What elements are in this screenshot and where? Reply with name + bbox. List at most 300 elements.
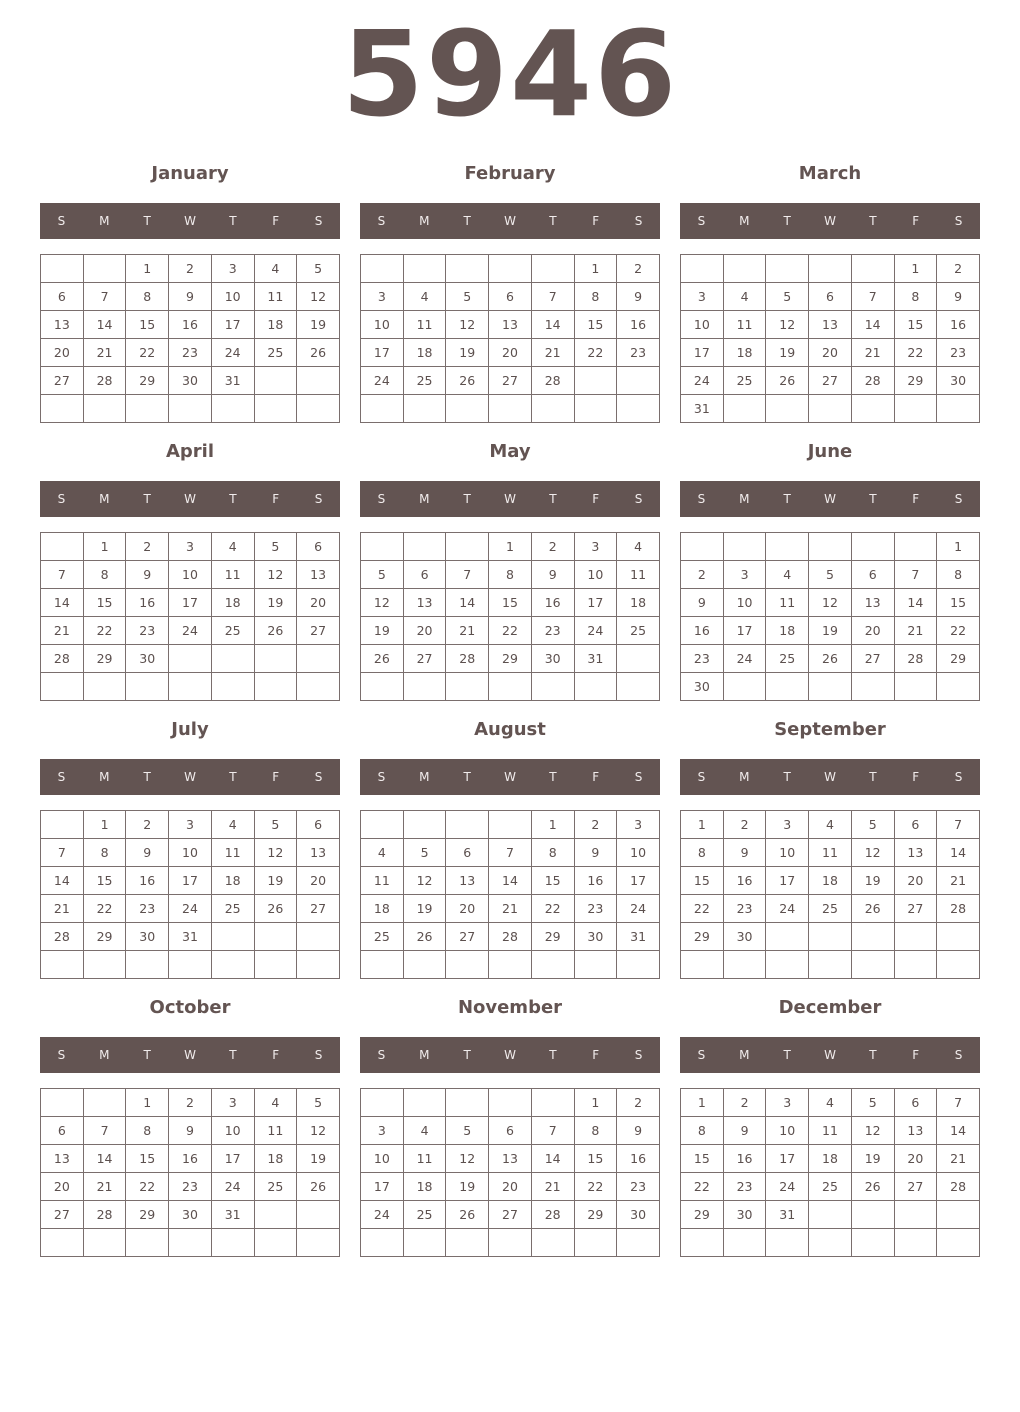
day-cell: 27 — [851, 645, 894, 673]
weekday-label: T — [229, 1048, 237, 1062]
day-cell: 3 — [723, 561, 766, 589]
day-cell — [574, 395, 617, 423]
day-cell: 10 — [617, 839, 660, 867]
day-cell: 16 — [126, 867, 169, 895]
day-cell: 27 — [297, 617, 340, 645]
day-cell: 19 — [361, 617, 404, 645]
day-cell: 29 — [489, 645, 532, 673]
day-cell: 3 — [681, 283, 724, 311]
day-cell — [574, 1229, 617, 1257]
month-title: July — [171, 719, 209, 740]
day-cell: 9 — [169, 1117, 212, 1145]
day-cell: 8 — [489, 561, 532, 589]
day-cell: 19 — [446, 339, 489, 367]
week-row — [41, 1117, 340, 1145]
day-cell — [361, 395, 404, 423]
day-cell: 19 — [254, 867, 297, 895]
day-cell — [489, 395, 532, 423]
day-cell: 8 — [83, 561, 126, 589]
day-cell — [83, 673, 126, 701]
day-cell: 5 — [254, 533, 297, 561]
day-cell: 26 — [851, 1173, 894, 1201]
day-cell: 3 — [169, 533, 212, 561]
weekday-label: S — [377, 1048, 386, 1062]
day-cell: 1 — [126, 255, 169, 283]
day-cell: 1 — [126, 1089, 169, 1117]
day-cell: 22 — [574, 339, 617, 367]
week-row — [681, 839, 980, 867]
day-grid — [360, 532, 660, 701]
weekday-header — [680, 759, 980, 795]
day-cell: 31 — [766, 1201, 809, 1229]
day-cell: 10 — [766, 839, 809, 867]
day-cell — [937, 951, 980, 979]
day-cell — [617, 367, 660, 395]
day-cell: 19 — [766, 339, 809, 367]
weekday-label: M — [739, 770, 750, 784]
week-row — [681, 533, 980, 561]
weekday-label: S — [57, 214, 66, 228]
weekday-label: S — [954, 492, 963, 506]
week-row — [681, 895, 980, 923]
day-cell — [617, 951, 660, 979]
day-cell: 20 — [297, 867, 340, 895]
week-row — [681, 339, 980, 367]
day-cell: 18 — [403, 1173, 446, 1201]
day-cell — [211, 1229, 254, 1257]
day-cell — [531, 1229, 574, 1257]
day-cell: 30 — [617, 1201, 660, 1229]
day-cell: 13 — [851, 589, 894, 617]
day-grid — [680, 1088, 980, 1257]
day-cell: 25 — [254, 339, 297, 367]
day-cell: 29 — [894, 367, 937, 395]
day-cell: 26 — [766, 367, 809, 395]
day-cell — [489, 951, 532, 979]
day-cell: 9 — [617, 283, 660, 311]
weekday-header — [40, 481, 340, 517]
day-cell — [489, 255, 532, 283]
day-cell: 14 — [531, 311, 574, 339]
weekday-label: W — [184, 214, 196, 228]
weekday-label: S — [697, 1048, 706, 1062]
day-cell: 16 — [126, 589, 169, 617]
day-cell: 1 — [681, 1089, 724, 1117]
day-grid — [680, 532, 980, 701]
weekday-header — [680, 1037, 980, 1073]
day-cell: 30 — [531, 645, 574, 673]
day-cell: 28 — [83, 1201, 126, 1229]
day-cell — [489, 673, 532, 701]
day-cell — [41, 395, 84, 423]
day-cell: 27 — [809, 367, 852, 395]
day-cell — [254, 367, 297, 395]
day-cell: 18 — [403, 339, 446, 367]
day-cell: 2 — [937, 255, 980, 283]
day-cell: 11 — [403, 311, 446, 339]
week-row — [361, 367, 660, 395]
day-cell: 15 — [681, 867, 724, 895]
weekday-label: F — [912, 214, 920, 228]
week-row — [681, 811, 980, 839]
day-cell — [361, 533, 404, 561]
day-cell: 21 — [894, 617, 937, 645]
day-cell: 4 — [403, 1117, 446, 1145]
weekday-label: S — [314, 214, 323, 228]
day-cell — [489, 1229, 532, 1257]
day-cell: 1 — [83, 533, 126, 561]
week-row — [681, 617, 980, 645]
day-cell: 4 — [254, 1089, 297, 1117]
day-cell: 15 — [574, 311, 617, 339]
day-cell: 8 — [574, 283, 617, 311]
day-cell — [254, 923, 297, 951]
day-cell — [617, 1229, 660, 1257]
day-cell — [126, 673, 169, 701]
day-cell: 29 — [531, 923, 574, 951]
day-cell: 4 — [617, 533, 660, 561]
day-cell: 28 — [531, 367, 574, 395]
week-row — [361, 1145, 660, 1173]
week-row — [681, 645, 980, 673]
day-cell: 17 — [766, 867, 809, 895]
weekday-label: T — [143, 1048, 151, 1062]
day-cell: 5 — [851, 811, 894, 839]
day-cell: 12 — [403, 867, 446, 895]
weekday-label: T — [783, 214, 791, 228]
day-cell — [41, 1089, 84, 1117]
day-cell: 14 — [894, 589, 937, 617]
weekday-label: S — [954, 214, 963, 228]
weekday-label: T — [549, 1048, 557, 1062]
weekday-label: T — [549, 214, 557, 228]
day-cell — [446, 811, 489, 839]
day-cell — [403, 255, 446, 283]
weekday-label: M — [739, 1048, 750, 1062]
weekday-label: T — [229, 492, 237, 506]
day-cell: 30 — [169, 367, 212, 395]
day-cell: 2 — [531, 533, 574, 561]
day-cell: 22 — [83, 895, 126, 923]
weekday-header — [680, 481, 980, 517]
day-cell: 7 — [41, 839, 84, 867]
day-cell: 10 — [169, 839, 212, 867]
weekday-label: F — [592, 492, 600, 506]
day-cell: 22 — [894, 339, 937, 367]
weekday-label: S — [697, 214, 706, 228]
week-row — [361, 951, 660, 979]
day-cell: 24 — [766, 895, 809, 923]
day-cell — [403, 811, 446, 839]
day-cell: 3 — [617, 811, 660, 839]
weekday-label: W — [184, 492, 196, 506]
day-cell: 1 — [489, 533, 532, 561]
weekday-label: F — [272, 1048, 280, 1062]
day-cell: 25 — [361, 923, 404, 951]
day-cell: 23 — [723, 895, 766, 923]
day-cell: 28 — [446, 645, 489, 673]
day-cell — [297, 1201, 340, 1229]
day-cell — [531, 395, 574, 423]
day-cell — [126, 951, 169, 979]
day-cell: 20 — [851, 617, 894, 645]
month-title: May — [489, 441, 531, 462]
day-cell: 26 — [361, 645, 404, 673]
day-cell: 29 — [681, 1201, 724, 1229]
day-cell — [894, 951, 937, 979]
day-cell: 22 — [937, 617, 980, 645]
week-row — [361, 839, 660, 867]
day-cell: 2 — [126, 533, 169, 561]
day-cell — [617, 645, 660, 673]
day-cell: 22 — [489, 617, 532, 645]
day-cell: 11 — [254, 1117, 297, 1145]
day-cell — [489, 1089, 532, 1117]
day-cell: 17 — [617, 867, 660, 895]
day-cell: 2 — [574, 811, 617, 839]
weekday-label: T — [143, 770, 151, 784]
day-cell — [723, 395, 766, 423]
day-cell: 27 — [446, 923, 489, 951]
week-row — [681, 1089, 980, 1117]
week-row — [361, 395, 660, 423]
day-cell: 7 — [937, 1089, 980, 1117]
day-cell: 25 — [403, 367, 446, 395]
day-cell: 28 — [41, 923, 84, 951]
day-cell — [617, 395, 660, 423]
day-cell — [41, 811, 84, 839]
day-cell: 30 — [126, 923, 169, 951]
day-cell: 14 — [489, 867, 532, 895]
week-row — [681, 1173, 980, 1201]
day-cell — [211, 923, 254, 951]
day-cell: 4 — [361, 839, 404, 867]
day-cell: 2 — [169, 1089, 212, 1117]
day-cell: 27 — [489, 1201, 532, 1229]
weekday-label: M — [99, 214, 110, 228]
day-cell: 4 — [211, 811, 254, 839]
day-cell: 23 — [723, 1173, 766, 1201]
day-cell — [169, 645, 212, 673]
week-row — [361, 1089, 660, 1117]
day-cell: 4 — [809, 1089, 852, 1117]
weekday-label: S — [697, 492, 706, 506]
weekday-header — [40, 203, 340, 239]
day-cell: 19 — [446, 1173, 489, 1201]
day-cell: 21 — [937, 1145, 980, 1173]
day-cell — [254, 673, 297, 701]
day-cell: 21 — [531, 339, 574, 367]
week-row — [41, 255, 340, 283]
week-row — [361, 339, 660, 367]
week-row — [41, 839, 340, 867]
day-cell: 11 — [211, 561, 254, 589]
weekday-label: T — [869, 492, 877, 506]
weekday-label: F — [912, 770, 920, 784]
day-cell: 13 — [489, 1145, 532, 1173]
weekday-label: S — [697, 770, 706, 784]
day-cell: 15 — [574, 1145, 617, 1173]
day-cell — [41, 951, 84, 979]
week-row — [681, 561, 980, 589]
weekday-label: S — [954, 1048, 963, 1062]
day-cell: 3 — [211, 1089, 254, 1117]
weekday-label: S — [314, 1048, 323, 1062]
day-cell — [681, 1229, 724, 1257]
day-cell: 26 — [254, 895, 297, 923]
day-cell — [83, 395, 126, 423]
day-cell — [937, 923, 980, 951]
day-cell — [446, 951, 489, 979]
day-cell — [809, 673, 852, 701]
day-cell — [211, 951, 254, 979]
day-cell: 9 — [617, 1117, 660, 1145]
day-cell: 15 — [83, 867, 126, 895]
day-cell: 9 — [169, 283, 212, 311]
day-cell — [574, 951, 617, 979]
day-cell — [211, 645, 254, 673]
day-cell: 15 — [681, 1145, 724, 1173]
day-cell: 1 — [894, 255, 937, 283]
week-row — [41, 1173, 340, 1201]
day-cell — [574, 367, 617, 395]
day-cell: 16 — [723, 1145, 766, 1173]
day-cell — [361, 951, 404, 979]
day-cell: 20 — [446, 895, 489, 923]
day-cell: 12 — [297, 283, 340, 311]
day-cell — [361, 811, 404, 839]
weekday-label: T — [463, 214, 471, 228]
day-cell: 6 — [894, 1089, 937, 1117]
day-cell: 10 — [361, 1145, 404, 1173]
day-cell: 12 — [851, 1117, 894, 1145]
day-cell: 2 — [617, 1089, 660, 1117]
day-cell — [531, 951, 574, 979]
day-cell: 23 — [617, 1173, 660, 1201]
day-cell: 20 — [489, 1173, 532, 1201]
day-cell — [894, 533, 937, 561]
day-cell: 17 — [211, 1145, 254, 1173]
day-cell: 12 — [851, 839, 894, 867]
day-cell: 6 — [446, 839, 489, 867]
day-cell: 2 — [723, 1089, 766, 1117]
day-cell: 23 — [126, 895, 169, 923]
day-cell — [403, 951, 446, 979]
day-cell: 21 — [851, 339, 894, 367]
day-cell: 31 — [617, 923, 660, 951]
day-cell — [361, 673, 404, 701]
day-cell: 27 — [41, 1201, 84, 1229]
day-cell: 26 — [809, 645, 852, 673]
day-cell — [297, 1229, 340, 1257]
day-cell: 24 — [361, 1201, 404, 1229]
day-cell: 10 — [211, 283, 254, 311]
day-cell: 31 — [211, 1201, 254, 1229]
day-cell: 25 — [809, 1173, 852, 1201]
weekday-header — [40, 759, 340, 795]
day-cell: 25 — [809, 895, 852, 923]
day-cell — [937, 1201, 980, 1229]
day-cell: 21 — [489, 895, 532, 923]
day-cell: 16 — [169, 1145, 212, 1173]
day-cell: 28 — [489, 923, 532, 951]
day-cell — [41, 255, 84, 283]
week-row — [361, 673, 660, 701]
day-cell — [851, 673, 894, 701]
day-cell — [574, 673, 617, 701]
day-cell: 23 — [617, 339, 660, 367]
day-cell — [809, 1201, 852, 1229]
weekday-label: S — [57, 1048, 66, 1062]
day-cell: 16 — [937, 311, 980, 339]
weekday-label: T — [783, 1048, 791, 1062]
day-cell — [169, 1229, 212, 1257]
day-cell: 20 — [403, 617, 446, 645]
day-cell — [766, 533, 809, 561]
day-cell: 6 — [489, 1117, 532, 1145]
weekday-label: S — [954, 770, 963, 784]
week-row — [41, 339, 340, 367]
day-cell: 30 — [937, 367, 980, 395]
day-cell: 19 — [851, 867, 894, 895]
day-cell: 5 — [851, 1089, 894, 1117]
day-cell: 9 — [126, 839, 169, 867]
day-cell: 12 — [446, 311, 489, 339]
day-cell: 3 — [574, 533, 617, 561]
day-cell: 31 — [211, 367, 254, 395]
day-cell: 6 — [851, 561, 894, 589]
day-cell: 11 — [766, 589, 809, 617]
weekday-header — [680, 203, 980, 239]
week-row — [41, 645, 340, 673]
week-row — [681, 1201, 980, 1229]
day-cell: 11 — [723, 311, 766, 339]
day-grid — [40, 254, 340, 423]
day-cell: 22 — [531, 895, 574, 923]
weekday-label: F — [272, 214, 280, 228]
day-cell: 13 — [297, 839, 340, 867]
day-cell — [851, 1229, 894, 1257]
weekday-label: W — [184, 1048, 196, 1062]
day-cell: 14 — [531, 1145, 574, 1173]
day-cell: 21 — [446, 617, 489, 645]
day-cell: 7 — [446, 561, 489, 589]
day-cell: 27 — [894, 1173, 937, 1201]
day-cell: 17 — [169, 589, 212, 617]
day-cell: 9 — [531, 561, 574, 589]
weekday-label: S — [634, 1048, 643, 1062]
day-cell: 22 — [681, 895, 724, 923]
day-cell — [83, 255, 126, 283]
day-cell: 30 — [723, 1201, 766, 1229]
day-cell: 28 — [937, 1173, 980, 1201]
day-cell: 20 — [809, 339, 852, 367]
day-cell: 26 — [297, 1173, 340, 1201]
day-cell: 10 — [574, 561, 617, 589]
day-cell: 21 — [83, 339, 126, 367]
day-cell: 20 — [894, 867, 937, 895]
day-cell: 19 — [297, 311, 340, 339]
day-cell — [531, 1089, 574, 1117]
day-cell: 12 — [446, 1145, 489, 1173]
day-cell — [766, 923, 809, 951]
day-cell: 18 — [723, 339, 766, 367]
day-grid — [40, 532, 340, 701]
day-cell: 2 — [169, 255, 212, 283]
day-cell: 1 — [681, 811, 724, 839]
day-cell: 11 — [809, 839, 852, 867]
day-cell: 5 — [297, 1089, 340, 1117]
